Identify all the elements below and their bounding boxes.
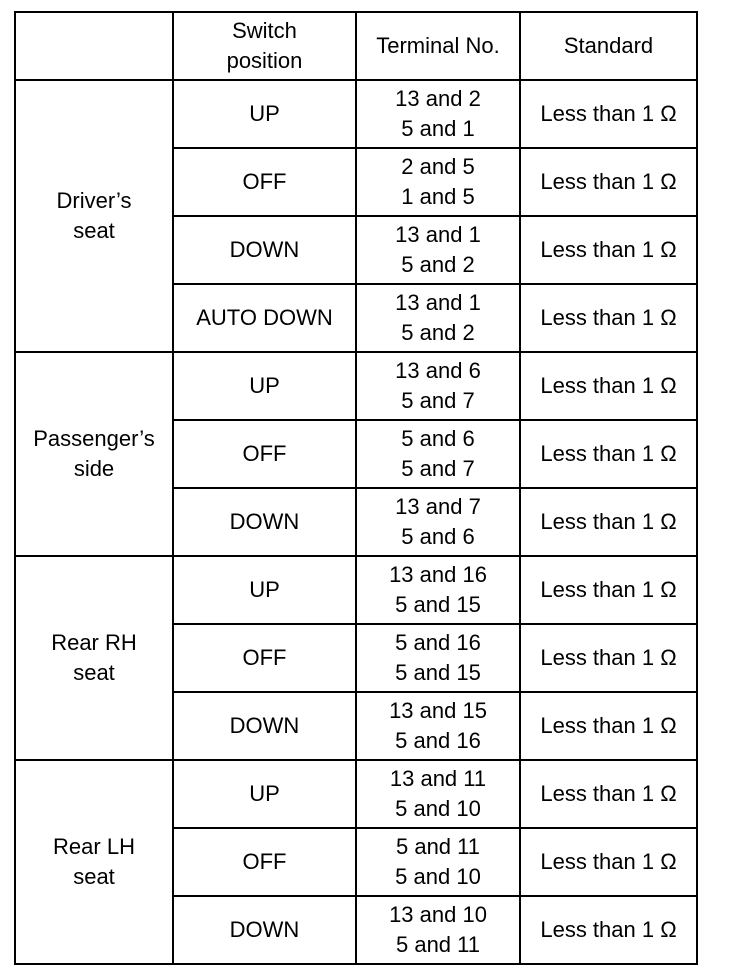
terminal-pair: 13 and 2: [395, 86, 481, 111]
standard-cell: Less than 1 Ω: [520, 624, 697, 692]
switch-position-cell: DOWN: [173, 692, 356, 760]
switch-continuity-table: [14, 11, 698, 965]
terminal-pair: 5 and 16: [395, 630, 481, 655]
switch-position-cell: UP: [173, 556, 356, 624]
terminal-pair: 13 and 11: [389, 766, 487, 791]
switch-position-cell: OFF: [173, 148, 356, 216]
table-row: [15, 760, 697, 828]
terminal-cell: [356, 488, 520, 556]
terminal-pair: 13 and 6: [395, 358, 481, 383]
standard-cell: Less than 1 Ω: [520, 148, 697, 216]
terminal-pair: 5 and 6: [401, 426, 475, 451]
terminal-pair: 5 and 11: [395, 932, 480, 957]
terminal-pair: 5 and 10: [395, 864, 481, 889]
switch-position-cell: UP: [173, 80, 356, 148]
standard-cell: Less than 1 Ω: [520, 692, 697, 760]
standard-cell: Less than 1 Ω: [520, 556, 697, 624]
header-row: [15, 12, 697, 80]
terminal-pair: 5 and 2: [401, 252, 475, 277]
seat-label-line: Rear RH: [51, 630, 137, 655]
switch-position-cell: AUTO DOWN: [173, 284, 356, 352]
seat-cell: [15, 352, 173, 556]
standard-cell: Less than 1 Ω: [520, 80, 697, 148]
seat-cell: [15, 80, 173, 352]
terminal-cell: [356, 828, 520, 896]
terminal-pair: 13 and 7: [395, 494, 481, 519]
terminal-pair: 5 and 7: [401, 456, 475, 481]
header-terminal-no: Terminal No.: [356, 12, 520, 80]
terminal-cell: [356, 624, 520, 692]
terminal-pair: 5 and 6: [401, 524, 475, 549]
seat-cell: [15, 760, 173, 964]
terminal-pair: 5 and 15: [395, 660, 481, 685]
seat-label-line: Rear LH: [53, 834, 135, 859]
switch-position-cell: DOWN: [173, 216, 356, 284]
terminal-pair: 5 and 16: [395, 728, 481, 753]
standard-cell: Less than 1 Ω: [520, 352, 697, 420]
header-switch-position-line: position: [226, 48, 303, 73]
standard-cell: Less than 1 Ω: [520, 216, 697, 284]
terminal-pair: 13 and 1: [395, 290, 481, 315]
terminal-pair: 5 and 2: [401, 320, 475, 345]
standard-cell: Less than 1 Ω: [520, 284, 697, 352]
header-standard: Standard: [520, 12, 697, 80]
seat-label-line: seat: [73, 660, 115, 685]
switch-position-cell: UP: [173, 352, 356, 420]
switch-position-cell: OFF: [173, 624, 356, 692]
standard-cell: Less than 1 Ω: [520, 488, 697, 556]
seat-label-line: seat: [73, 218, 115, 243]
terminal-cell: [356, 896, 520, 964]
switch-position-cell: OFF: [173, 828, 356, 896]
standard-cell: Less than 1 Ω: [520, 420, 697, 488]
terminal-pair: 5 and 15: [395, 592, 481, 617]
header-switch-position: [173, 12, 356, 80]
standard-cell: Less than 1 Ω: [520, 828, 697, 896]
terminal-cell: [356, 692, 520, 760]
table-body: [15, 80, 697, 964]
seat-label-line: Driver’s: [56, 188, 132, 213]
seat-cell: [15, 556, 173, 760]
seat-label-line: Passenger’s: [33, 426, 155, 451]
terminal-pair: 13 and 16: [389, 562, 487, 587]
standard-cell: Less than 1 Ω: [520, 896, 697, 964]
table-row: [15, 80, 697, 148]
terminal-pair: 2 and 5: [401, 154, 475, 179]
header-seat: [15, 12, 173, 80]
standard-cell: Less than 1 Ω: [520, 760, 697, 828]
terminal-cell: [356, 352, 520, 420]
switch-position-cell: OFF: [173, 420, 356, 488]
terminal-cell: [356, 556, 520, 624]
terminal-cell: [356, 284, 520, 352]
terminal-pair: 5 and 1: [401, 116, 475, 141]
seat-label-line: side: [73, 456, 115, 481]
terminal-pair: 13 and 10: [389, 902, 487, 927]
table-row: [15, 352, 697, 420]
seat-label-line: seat: [73, 864, 115, 889]
switch-position-cell: DOWN: [173, 896, 356, 964]
terminal-cell: [356, 80, 520, 148]
terminal-cell: [356, 420, 520, 488]
switch-position-cell: DOWN: [173, 488, 356, 556]
table-row: [15, 556, 697, 624]
terminal-pair: 13 and 15: [389, 698, 487, 723]
switch-position-cell: UP: [173, 760, 356, 828]
terminal-pair: 13 and 1: [395, 222, 481, 247]
terminal-cell: [356, 760, 520, 828]
terminal-pair: 5 and 11: [395, 834, 480, 859]
terminal-cell: [356, 148, 520, 216]
terminal-pair: 5 and 7: [401, 388, 475, 413]
header-switch-position-line: Switch: [232, 18, 297, 43]
terminal-pair: 1 and 5: [401, 184, 475, 209]
terminal-pair: 5 and 10: [395, 796, 481, 821]
terminal-cell: [356, 216, 520, 284]
